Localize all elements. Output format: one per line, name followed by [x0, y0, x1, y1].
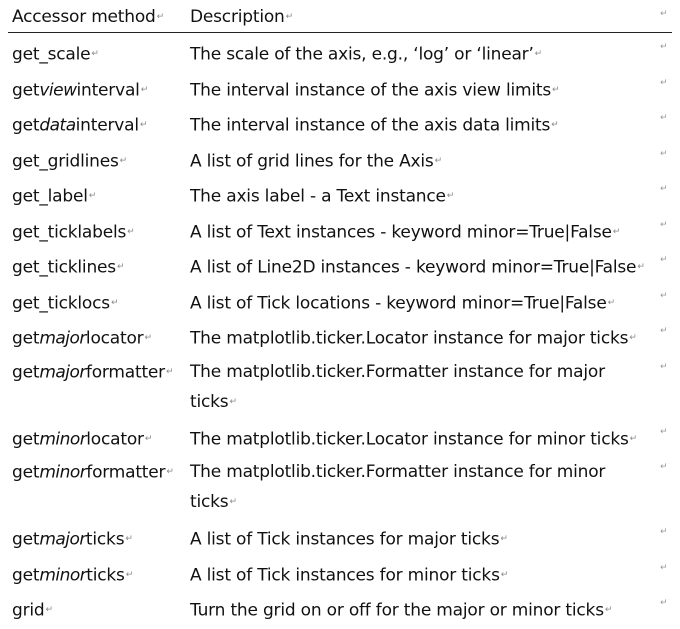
method-cell — [8, 321, 190, 357]
method-name-italic: major — [39, 328, 86, 349]
end-of-row-mark: ↵ — [660, 148, 668, 159]
table-row — [8, 422, 672, 458]
end-of-row-mark: ↵ — [660, 527, 668, 537]
description-cell — [190, 522, 660, 558]
table-row — [8, 179, 672, 215]
method-name-prefix: get — [12, 529, 40, 550]
method-name-italic: major — [39, 529, 86, 550]
paragraph-mark: ↵ — [229, 497, 237, 507]
description-cell — [190, 144, 660, 180]
method-name-prefix: get_scale — [12, 44, 91, 65]
method-name-prefix: get — [12, 115, 40, 136]
end-of-row-cell — [660, 108, 672, 144]
method-cell — [8, 593, 190, 629]
end-of-row-cell — [660, 73, 672, 109]
description-cell — [190, 250, 660, 286]
method-name-suffix: locator — [86, 429, 144, 449]
end-of-row-cell — [660, 357, 672, 422]
header-accessor-method-label: Accessor method — [12, 7, 156, 27]
description-cell — [190, 108, 660, 144]
table-body — [8, 33, 672, 629]
end-of-row-cell — [660, 422, 672, 458]
paragraph-mark: ↵ — [285, 12, 293, 22]
end-of-row-mark: ↵ — [660, 113, 668, 123]
method-cell — [8, 179, 190, 215]
description-cell — [190, 357, 660, 422]
description-text-continued — [190, 487, 660, 517]
description-text-line2: ticks — [190, 492, 229, 512]
table-row — [8, 286, 672, 322]
method-cell — [8, 108, 190, 144]
description-text: The axis label - a Text instance — [190, 186, 446, 207]
method-name-prefix: get_ticklines — [12, 257, 116, 278]
method-cell — [8, 558, 190, 594]
method-cell — [8, 286, 190, 322]
description-cell — [190, 558, 660, 594]
method-cell — [8, 422, 190, 458]
end-of-row-cell — [660, 250, 672, 286]
method-name-italic: data — [39, 115, 76, 136]
end-of-row-mark: ↵ — [660, 184, 668, 194]
end-of-row-mark: ↵ — [660, 9, 668, 19]
paragraph-mark: ↵ — [125, 534, 133, 544]
end-of-row-cell — [660, 522, 672, 558]
paragraph-mark: ↵ — [166, 467, 174, 477]
description-text: A list of Tick instances for minor ticks — [190, 565, 500, 585]
end-of-row-mark: ↵ — [660, 42, 668, 52]
paragraph-mark: ↵ — [229, 396, 237, 407]
method-name-prefix: get_label — [12, 186, 88, 207]
table-row — [8, 321, 672, 357]
method-name-italic: major — [39, 362, 86, 382]
paragraph-mark: ↵ — [534, 49, 543, 59]
method-name-suffix: formatter — [85, 362, 165, 382]
paragraph-mark: ↵ — [629, 433, 637, 444]
description-text: The matplotlib.ticker.Formatter instance for major — [190, 361, 605, 382]
description-text: The matplotlib.ticker.Locator instance for major ticks — [190, 328, 629, 349]
table-row — [8, 73, 672, 109]
description-cell — [190, 593, 660, 629]
method-name-suffix: ticks — [86, 565, 125, 585]
paragraph-mark: ↵ — [140, 84, 149, 95]
table-row — [8, 108, 672, 144]
paragraph-mark: ↵ — [116, 262, 125, 272]
description-cell — [190, 179, 660, 215]
paragraph-mark: ↵ — [127, 226, 135, 237]
description-text-line2: ticks — [190, 391, 229, 412]
method-name-prefix: get_gridlines — [12, 151, 119, 171]
end-of-row-cell — [660, 457, 672, 522]
method-name-suffix: interval — [76, 80, 140, 100]
description-cell — [190, 73, 660, 109]
end-of-row-mark: ↵ — [660, 462, 668, 472]
method-name-prefix: get_ticklocs — [12, 293, 110, 313]
paragraph-mark: ↵ — [637, 262, 645, 272]
paragraph-mark: ↵ — [629, 333, 637, 343]
method-name-suffix: ticks — [85, 529, 125, 550]
method-name-italic: view — [39, 80, 77, 100]
paragraph-mark: ↵ — [110, 297, 119, 308]
method-cell — [8, 457, 190, 522]
table-header-row — [8, 4, 672, 33]
table-row — [8, 33, 672, 73]
description-cell — [190, 321, 660, 357]
end-of-row-cell — [660, 179, 672, 215]
paragraph-mark: ↵ — [500, 569, 509, 580]
end-of-row-cell — [660, 33, 672, 73]
end-of-row-cell — [660, 593, 672, 629]
description-text: A list of grid lines for the Axis — [190, 151, 434, 171]
header-accessor-method — [8, 4, 190, 33]
table-row — [8, 522, 672, 558]
description-text: The scale of the axis, e.g., ‘log’ or ‘linear’ — [190, 44, 534, 65]
description-text: The matplotlib.ticker.Formatter instance for minor — [190, 462, 606, 482]
end-of-row-cell — [660, 321, 672, 357]
table-row — [8, 144, 672, 180]
description-text: A list of Tick instances for major ticks — [190, 529, 500, 550]
description-text: The interval instance of the axis data limits — [190, 115, 551, 136]
method-name-italic: minor — [39, 565, 87, 585]
paragraph-mark: ↵ — [119, 155, 127, 166]
method-cell — [8, 522, 190, 558]
description-text: A list of Tick locations - keyword minor=True|False — [190, 293, 607, 313]
method-name-prefix: get — [12, 328, 40, 349]
method-name-italic: minor — [39, 462, 87, 483]
table-row — [8, 215, 672, 251]
description-text: The interval instance of the axis view limits — [190, 80, 552, 100]
method-name-prefix: get_ticklabels — [12, 222, 127, 242]
paragraph-mark: ↵ — [91, 49, 99, 59]
table-row — [8, 357, 672, 422]
paragraph-mark: ↵ — [165, 366, 174, 377]
description-text: A list of Line2D instances - keyword minor=True|False — [190, 257, 637, 278]
method-name-suffix: formatter — [86, 462, 166, 483]
paragraph-mark: ↵ — [552, 84, 560, 95]
paragraph-mark: ↵ — [500, 534, 508, 544]
end-of-row-mark: ↵ — [660, 562, 668, 573]
end-of-row-cell — [660, 286, 672, 322]
paragraph-mark: ↵ — [139, 120, 148, 130]
paragraph-mark: ↵ — [434, 155, 442, 166]
method-cell — [8, 144, 190, 180]
end-of-row-mark: ↵ — [660, 598, 668, 608]
end-of-row-mark: ↵ — [660, 77, 668, 88]
paragraph-mark: ↵ — [446, 191, 455, 201]
paragraph-mark: ↵ — [144, 333, 152, 343]
method-name-prefix: get — [12, 462, 40, 483]
table-row — [8, 593, 672, 629]
description-cell — [190, 33, 660, 73]
method-name-suffix: interval — [75, 115, 139, 136]
description-text: Turn the grid on or off for the major or minor ticks — [190, 600, 604, 621]
header-description — [190, 4, 660, 33]
method-name-prefix: get — [12, 362, 40, 382]
description-text-continued — [190, 387, 660, 417]
method-name-prefix: get — [12, 565, 40, 585]
paragraph-mark: ↵ — [45, 605, 53, 615]
method-cell — [8, 215, 190, 251]
end-of-row-cell — [660, 558, 672, 594]
description-cell — [190, 422, 660, 458]
paragraph-mark: ↵ — [612, 226, 621, 237]
method-name-italic: minor — [39, 429, 87, 449]
paragraph-mark: ↵ — [144, 433, 153, 444]
method-cell — [8, 357, 190, 422]
end-of-row-mark: ↵ — [660, 255, 668, 265]
description-text: A list of Text instances - keyword minor=True|False — [190, 222, 612, 242]
paragraph-mark: ↵ — [604, 605, 613, 615]
end-of-row-mark: ↵ — [660, 219, 668, 230]
method-name-prefix: grid — [12, 600, 45, 621]
method-name-suffix: locator — [85, 328, 144, 349]
paragraph-mark: ↵ — [551, 120, 559, 130]
table-row — [8, 250, 672, 286]
description-cell — [190, 215, 660, 251]
paragraph-mark: ↵ — [88, 191, 97, 201]
end-of-row-mark: ↵ — [660, 326, 668, 336]
method-name-prefix: get — [12, 80, 40, 100]
paragraph-mark: ↵ — [156, 12, 164, 22]
table-row — [8, 457, 672, 522]
paragraph-mark: ↵ — [125, 569, 134, 580]
end-of-row-mark: ↵ — [660, 361, 668, 372]
method-cell — [8, 73, 190, 109]
description-cell — [190, 457, 660, 522]
end-of-row-mark: ↵ — [660, 426, 668, 437]
end-of-row-cell — [660, 215, 672, 251]
end-of-row-cell — [660, 144, 672, 180]
paragraph-mark: ↵ — [607, 297, 615, 308]
table-row — [8, 558, 672, 594]
accessor-methods-table — [8, 4, 672, 629]
method-cell — [8, 33, 190, 73]
end-of-row-cell — [660, 4, 672, 33]
method-cell — [8, 250, 190, 286]
description-cell — [190, 286, 660, 322]
method-name-prefix: get — [12, 429, 40, 449]
description-text: The matplotlib.ticker.Locator instance for minor ticks — [190, 429, 629, 449]
end-of-row-mark: ↵ — [660, 290, 668, 301]
header-description-label: Description — [190, 7, 285, 27]
